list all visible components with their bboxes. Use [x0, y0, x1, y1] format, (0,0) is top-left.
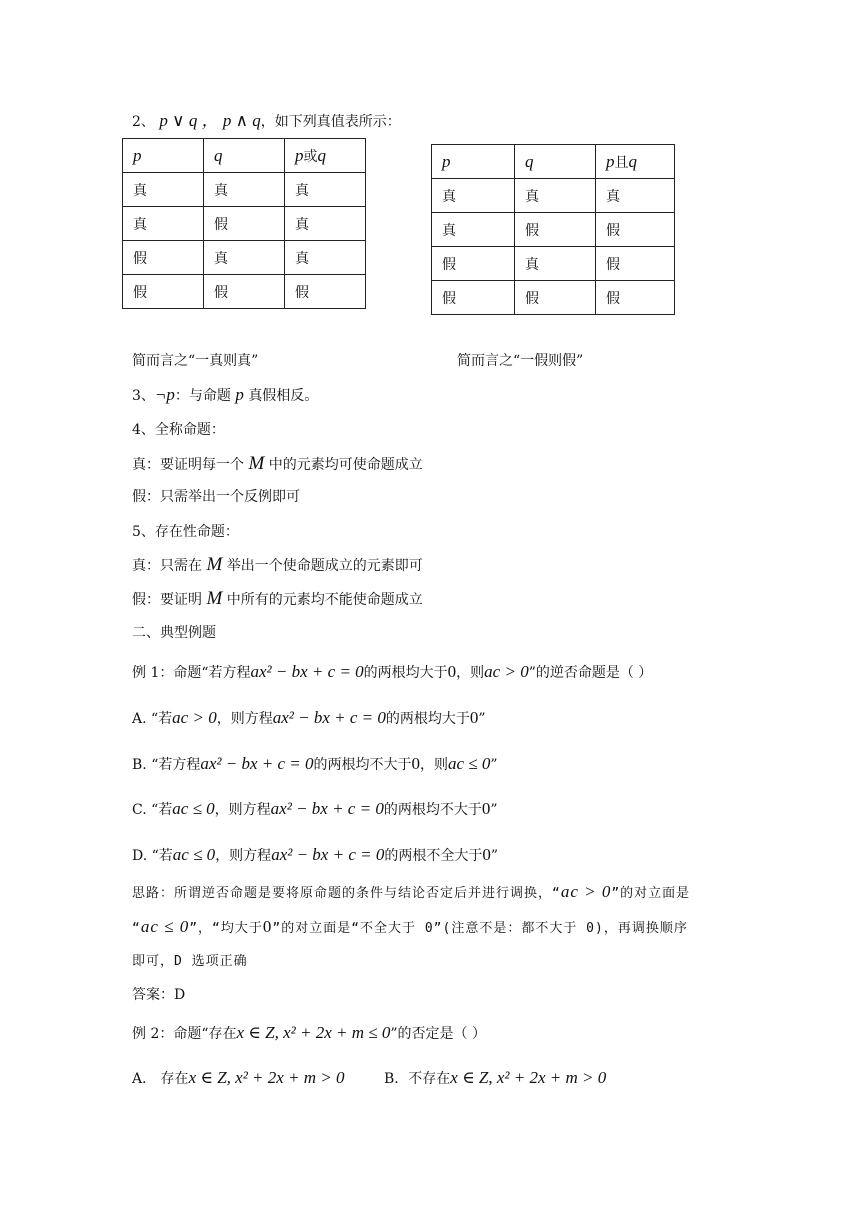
s4-true: [132, 454, 423, 475]
header-p: p: [606, 151, 615, 171]
header-cell: [123, 139, 204, 173]
section-2-heading: [132, 111, 401, 132]
option-a: [132, 708, 486, 729]
math-expression: x ∈ Z, x² + 2x + m > 0: [188, 1068, 345, 1087]
table-row: [123, 207, 366, 241]
option-label: B．不存在: [384, 1071, 451, 1087]
math-equation: ax² − bx + c = 0: [200, 754, 314, 773]
math-zero: 0: [447, 662, 457, 681]
truth-table-and: [431, 144, 675, 315]
section-number: 3、: [132, 388, 155, 404]
text: ，则方程: [215, 848, 272, 864]
text: ”: [490, 757, 498, 773]
example-2-question: [132, 1023, 486, 1044]
option-c: [132, 799, 498, 820]
math-equation: ax² − bx + c = 0: [270, 799, 384, 818]
text: 的两根均大于: [363, 665, 448, 681]
text: 中的元素均可使命题成立: [268, 457, 423, 473]
table-cell: 假: [432, 281, 515, 315]
text: ，则: [456, 665, 485, 681]
option-label: D. “若: [132, 848, 173, 864]
text: 真假相反。: [248, 388, 319, 404]
table-cell: 假: [515, 213, 596, 247]
s5-true: [132, 555, 423, 576]
text: 的两根均不大于: [313, 757, 412, 773]
math-condition: ac > 0: [172, 708, 217, 727]
math-M: M: [206, 554, 223, 575]
math-condition: ac ≤ 0: [172, 799, 215, 818]
table-cell: 真: [596, 179, 675, 213]
text: ”的对立面是: [611, 886, 691, 901]
header-p: p: [295, 145, 304, 165]
text: 中所有的元素均不能使命题成立: [226, 592, 423, 608]
header-cell: [204, 139, 285, 173]
table-cell: 真: [432, 213, 515, 247]
header-p: p: [133, 145, 142, 165]
hint-line-3: 即可，D 选项正确: [132, 954, 248, 969]
example-1-question: [132, 662, 652, 683]
math-zero: 0: [482, 845, 491, 864]
section-4: 4、全称命题：: [132, 422, 225, 438]
text: 假：要证明: [132, 592, 202, 608]
table-cell: 真: [285, 241, 366, 275]
text: “: [132, 921, 141, 936]
text: 例 1：命题“若方程: [132, 665, 251, 681]
table-cell: 真: [285, 173, 366, 207]
header-q: q: [525, 151, 534, 171]
table-header-row: [123, 139, 366, 173]
table-row: [123, 275, 366, 309]
text: 例 2：命题“存在: [132, 1026, 237, 1042]
table-cell: 假: [204, 207, 285, 241]
table-cell: 真: [515, 247, 596, 281]
hint-line-2: [132, 917, 688, 937]
text: ”的逆否命题是（ ）: [528, 665, 653, 681]
math-expression: x ∈ Z, x² + 2x + m > 0: [450, 1068, 607, 1087]
header-q: q: [628, 151, 637, 171]
truth-table-or: [122, 138, 366, 309]
example-2-option-b: [384, 1068, 606, 1089]
table-row: [123, 173, 366, 207]
text: 思路：所谓逆否命题是要将原命题的条件与结论否定后并进行调换，“: [132, 886, 561, 901]
text: 的两根不全大于: [384, 848, 483, 864]
math-M: M: [206, 588, 223, 609]
math-zero: 0: [411, 754, 421, 773]
table-row: [432, 179, 675, 213]
text: 真：要证明每一个: [132, 457, 244, 473]
table-cell: 真: [515, 179, 596, 213]
table-cell: 真: [285, 207, 366, 241]
math-equation: ax² − bx + c = 0: [271, 845, 385, 864]
table-row: [432, 213, 675, 247]
text: ，则方程: [216, 711, 273, 727]
header-cell: [515, 145, 596, 179]
table-cell: 真: [123, 207, 204, 241]
s5-false: [132, 589, 423, 610]
hint-line-1: [132, 882, 690, 902]
table-header-row: [432, 145, 675, 179]
header-cell: [285, 139, 366, 173]
option-d: [132, 845, 498, 866]
example-2-option-a: [132, 1068, 345, 1089]
option-label: B. “若方程: [132, 757, 201, 773]
table-cell: 真: [432, 179, 515, 213]
math-M: M: [248, 453, 265, 474]
text: ”，“均大于: [189, 921, 263, 936]
text: ”的对立面是“不全大于 0”(注意不是：都不大于 0)，再调换顺序: [272, 921, 688, 936]
section-text: ，如下列真值表所示：: [260, 114, 401, 130]
option-label: A. “若: [132, 711, 173, 727]
text: ”的否定是（ ）: [390, 1026, 486, 1042]
table-cell: 假: [596, 281, 675, 315]
header-cell: [596, 145, 675, 179]
table-cell: 假: [515, 281, 596, 315]
table-cell: 假: [596, 247, 675, 281]
text: ，则方程: [214, 802, 271, 818]
header-p: p: [442, 151, 451, 171]
math-zero: 0: [262, 917, 273, 936]
answer: 答案：D: [132, 987, 186, 1003]
header-q: q: [214, 145, 223, 165]
header-q: q: [317, 145, 326, 165]
table-row: [432, 247, 675, 281]
summary-and: 简而言之“一假则假”: [457, 353, 584, 369]
s4-false: 假：只需举出一个反例即可: [132, 489, 300, 505]
text: ”: [490, 848, 499, 864]
text: ：与命题: [174, 388, 231, 404]
option-label: C. “若: [132, 802, 173, 818]
math-equation: ax² − bx + c = 0: [250, 662, 364, 681]
table-cell: 假: [123, 241, 204, 275]
math-zero: 0: [469, 708, 479, 727]
table-cell: 真: [204, 241, 285, 275]
table-cell: 假: [285, 275, 366, 309]
text: 真：只需在: [132, 558, 202, 574]
text: ”: [490, 802, 498, 818]
table-cell: 假: [204, 275, 285, 309]
header-op: 且: [614, 154, 629, 171]
table-cell: 假: [432, 247, 515, 281]
math-zero: 0: [481, 799, 491, 818]
option-label: A． 存在: [132, 1071, 189, 1087]
text: ，则: [420, 757, 449, 773]
math-condition: ac ≤ 0: [140, 917, 190, 936]
option-b: [132, 754, 498, 775]
table-cell: 真: [204, 173, 285, 207]
text: 举出一个使命题成立的元素即可: [226, 558, 423, 574]
section-5: 5、存在性命题：: [132, 524, 239, 540]
text: 的两根均大于: [385, 711, 470, 727]
math-expression: x ∈ Z, x² + 2x + m ≤ 0: [236, 1023, 391, 1042]
table-cell: 假: [596, 213, 675, 247]
table-row: [123, 241, 366, 275]
math-condition: ac > 0: [484, 662, 529, 681]
text: 的两根均不大于: [383, 802, 482, 818]
section-number: 2、: [132, 114, 155, 130]
text: ”: [478, 711, 486, 727]
table-row: [432, 281, 675, 315]
math-condition: ac > 0: [560, 882, 612, 901]
table-cell: 假: [123, 275, 204, 309]
summary-or: 简而言之“一真则真”: [132, 353, 259, 369]
header-op: 或: [303, 148, 318, 165]
math-expression: ¬p: [154, 385, 175, 404]
math-expression: p ∨ q ， p ∧ q: [159, 111, 261, 130]
math-condition: ac ≤ 0: [448, 754, 491, 773]
math-equation: ax² − bx + c = 0: [272, 708, 386, 727]
table-cell: 真: [123, 173, 204, 207]
math-p: p: [235, 385, 244, 404]
section-3: [132, 385, 318, 406]
math-condition: ac ≤ 0: [172, 845, 216, 864]
header-cell: [432, 145, 515, 179]
section-2-typical-examples: 二、典型例题: [132, 625, 216, 641]
